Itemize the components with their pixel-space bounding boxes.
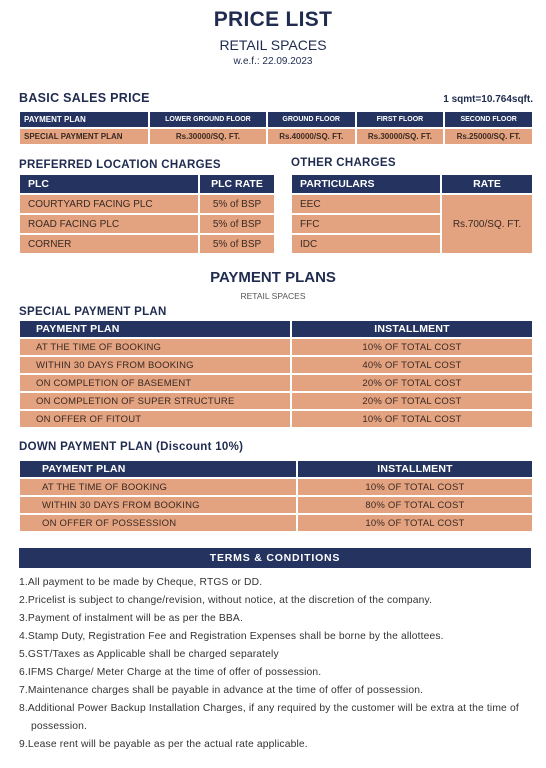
list-item: 5.GST/Taxes as Applicable shall be charged separately <box>19 649 279 660</box>
special-plan-table <box>18 319 534 429</box>
column-header: LOWER GROUND FLOOR <box>150 112 266 127</box>
list-item: 3.Payment of instalment will be as per the BBA. <box>19 613 243 624</box>
table-row <box>20 479 532 495</box>
plc-heading: PREFERRED LOCATION CHARGES <box>19 159 221 171</box>
table-cell: 5% of BSP <box>200 215 274 233</box>
table-cell: ROAD FACING PLC <box>20 215 198 233</box>
list-item: 7.Maintenance charges shall be payable in advance at the time of offer of possession. <box>19 685 424 696</box>
column-header: INSTALLMENT <box>298 461 532 477</box>
column-header: GROUND FLOOR <box>268 112 355 127</box>
table-cell: Rs.30000/SQ. FT. <box>357 129 444 144</box>
table-header-row <box>20 175 274 193</box>
table-row <box>20 411 532 427</box>
list-item: 2.Pricelist is subject to change/revision, without notice, at the discretion of the company. <box>19 595 433 606</box>
special-plan-heading: SPECIAL PAYMENT PLAN <box>19 306 167 318</box>
list-item: 8.Additional Power Backup Installation Charges, if any required by the customer will be extra at the time of possession. <box>19 703 519 732</box>
column-header: PLC <box>20 175 198 193</box>
table-cell: 10% OF TOTAL COST <box>298 479 532 495</box>
table-row <box>20 129 532 144</box>
table-cell: IDC <box>292 235 440 253</box>
column-header: RATE <box>442 175 532 193</box>
list-item: 4.Stamp Duty, Registration Fee and Registration Expenses shall be borne by the allottees. <box>19 631 444 642</box>
table-row <box>20 393 532 409</box>
table-row <box>20 339 532 355</box>
list-item: 1.All payment to be made by Cheque, RTGS or DD. <box>19 577 263 588</box>
table-cell: 10% OF TOTAL COST <box>292 339 532 355</box>
bsp-heading: BASIC SALES PRICE <box>19 91 150 105</box>
table-cell: CORNER <box>20 235 198 253</box>
page-subtitle: RETAIL SPACES <box>219 37 327 53</box>
table-row <box>20 497 532 513</box>
table-cell: Rs.25000/SQ. FT. <box>445 129 532 144</box>
table-cell: 80% OF TOTAL COST <box>298 497 532 513</box>
table-cell: 40% OF TOTAL COST <box>292 357 532 373</box>
other-charges-table <box>290 173 534 255</box>
column-header: INSTALLMENT <box>292 321 532 337</box>
table-cell: ON OFFER OF FITOUT <box>20 411 290 427</box>
column-header: FIRST FLOOR <box>357 112 444 127</box>
list-item: 6.IFMS Charge/ Meter Charge at the time of offer of possession. <box>19 667 322 678</box>
table-cell: AT THE TIME OF BOOKING <box>20 339 290 355</box>
rate-cell: Rs.700/SQ. FT. <box>442 195 532 253</box>
payment-plans-heading: PAYMENT PLANS <box>210 269 336 286</box>
table-row <box>20 235 274 253</box>
column-header: PLC RATE <box>200 175 274 193</box>
table-cell: EEC <box>292 195 440 213</box>
column-header: PAYMENT PLAN <box>20 112 148 127</box>
table-cell: ON COMPLETION OF SUPER STRUCTURE <box>20 393 290 409</box>
table-header-row <box>20 321 532 337</box>
table-cell: AT THE TIME OF BOOKING <box>20 479 296 495</box>
list-item: 9.Lease rent will be payable as per the actual rate applicable. <box>19 739 308 750</box>
column-header: PAYMENT PLAN <box>20 461 296 477</box>
table-cell: WITHIN 30 DAYS FROM BOOKING <box>20 357 290 373</box>
table-cell: COURTYARD FACING PLC <box>20 195 198 213</box>
effective-date: w.e.f.: 22.09.2023 <box>233 56 313 67</box>
plc-table <box>18 173 276 255</box>
column-header: PARTICULARS <box>292 175 440 193</box>
table-cell: 10% OF TOTAL COST <box>298 515 532 531</box>
page-title: PRICE LIST <box>213 8 333 31</box>
table-cell: ON COMPLETION OF BASEMENT <box>20 375 290 391</box>
table-header-row <box>20 112 532 127</box>
table-cell: SPECIAL PAYMENT PLAN <box>20 129 148 144</box>
table-cell: 20% OF TOTAL COST <box>292 375 532 391</box>
table-cell: 20% OF TOTAL COST <box>292 393 532 409</box>
table-header-row <box>292 175 532 193</box>
table-cell: Rs.40000/SQ. FT. <box>268 129 355 144</box>
other-charges-heading: OTHER CHARGES <box>291 157 396 169</box>
table-cell: ON OFFER OF POSSESSION <box>20 515 296 531</box>
table-cell: 10% OF TOTAL COST <box>292 411 532 427</box>
terms-heading: TERMS & CONDITIONS <box>19 548 531 568</box>
table-cell: 5% of BSP <box>200 235 274 253</box>
bsp-table <box>18 110 534 146</box>
table-row <box>20 215 274 233</box>
table-row <box>20 375 532 391</box>
table-cell: WITHIN 30 DAYS FROM BOOKING <box>20 497 296 513</box>
table-cell: 5% of BSP <box>200 195 274 213</box>
table-row <box>292 195 532 213</box>
table-row <box>20 357 532 373</box>
down-plan-table <box>18 459 534 533</box>
table-header-row <box>20 461 532 477</box>
conversion-note: 1 sqmt=10.764sqft. <box>443 94 533 105</box>
column-header: PAYMENT PLAN <box>20 321 290 337</box>
table-cell: FFC <box>292 215 440 233</box>
payment-plans-subheading: RETAIL SPACES <box>240 291 306 301</box>
table-row <box>20 515 532 531</box>
down-plan-heading: DOWN PAYMENT PLAN (Discount 10%) <box>19 441 244 453</box>
terms-list <box>19 574 533 754</box>
table-cell: Rs.30000/SQ. FT. <box>150 129 266 144</box>
column-header: SECOND FLOOR <box>445 112 532 127</box>
table-row <box>20 195 274 213</box>
